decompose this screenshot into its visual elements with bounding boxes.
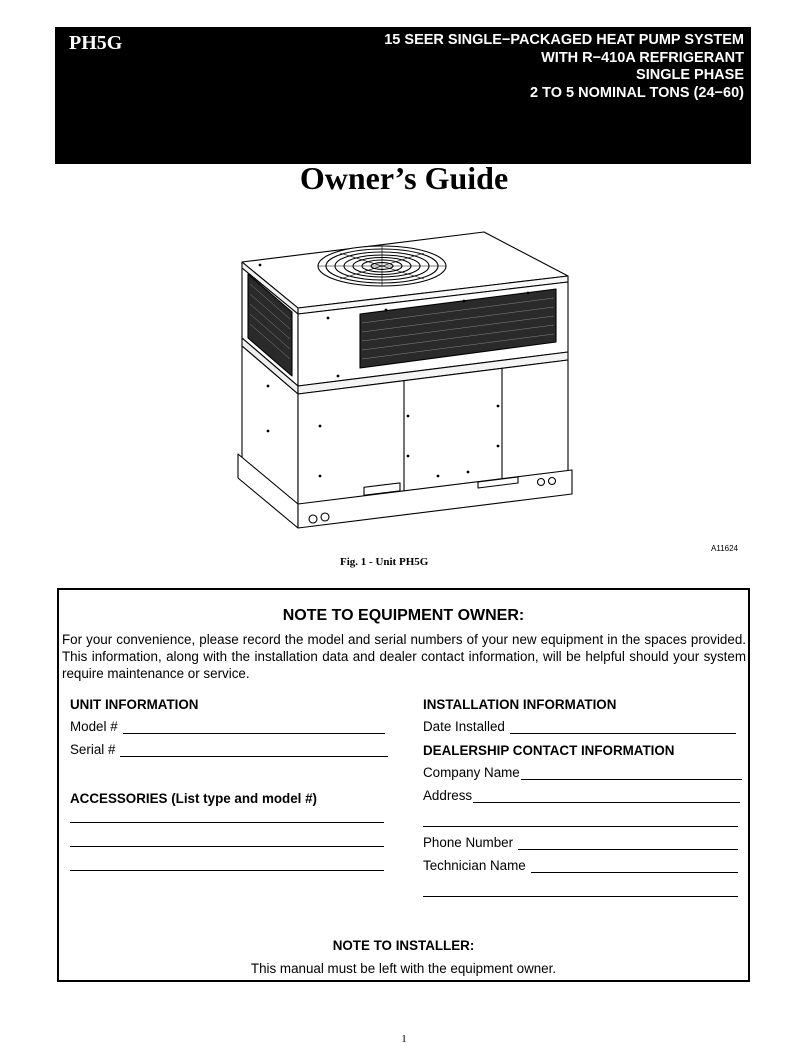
address-label: Address [423, 788, 473, 803]
model-number-label: Model # [70, 719, 118, 734]
owner-note-title: NOTE TO EQUIPMENT OWNER: [282, 607, 525, 624]
page-number: 1 [401, 1033, 407, 1045]
dealership-contact-heading: DEALERSHIP CONTACT INFORMATION [423, 743, 675, 758]
phone-number-line[interactable] [518, 837, 738, 850]
unit-information-heading: UNIT INFORMATION [70, 697, 199, 712]
company-name-label: Company Name [423, 765, 520, 780]
company-name-field[interactable] [423, 765, 742, 780]
address-field[interactable] [423, 788, 740, 803]
installation-information-heading: INSTALLATION INFORMATION [423, 697, 617, 712]
header-line-2: WITH R−410A REFRIGERANT [541, 49, 744, 66]
document-title: Owner’s Guide [299, 160, 509, 196]
header-line-3: SINGLE PHASE [636, 67, 744, 83]
model-number-line[interactable] [123, 721, 385, 734]
date-installed-field[interactable] [423, 719, 736, 734]
header-band [55, 27, 751, 164]
installer-note-text: This manual must be left with the equipment owner. [250, 961, 557, 976]
header-line-1: 15 SEER SINGLE−PACKAGED HEAT PUMP SYSTEM [384, 32, 744, 48]
model-number-field[interactable] [70, 719, 385, 734]
address-line[interactable] [473, 790, 740, 803]
phone-number-label: Phone Number [423, 835, 514, 850]
phone-number-field[interactable] [423, 835, 738, 850]
owner-note-box [57, 588, 750, 982]
date-installed-label: Date Installed [423, 719, 505, 734]
serial-number-label: Serial # [70, 742, 116, 757]
technician-extra-line[interactable] [423, 896, 738, 897]
figure-code: A11624 [711, 544, 738, 553]
figure-caption: Fig. 1 - Unit PH5G [340, 556, 429, 568]
accessories-line-2[interactable] [70, 846, 384, 847]
technician-name-line[interactable] [531, 860, 738, 873]
company-name-line[interactable] [521, 767, 742, 780]
accessories-heading: ACCESSORIES (List type and model #) [70, 791, 318, 806]
header-product-description [384, 32, 744, 102]
accessories-line-1[interactable] [70, 822, 384, 823]
header-line-4: 2 TO 5 NOMINAL TONS (24−60) [530, 84, 744, 101]
technician-name-label: Technician Name [423, 858, 526, 873]
unit-illustration [228, 226, 578, 546]
accessories-line-3[interactable] [70, 870, 384, 871]
installer-note-title: NOTE TO INSTALLER: [332, 938, 475, 953]
owner-note-intro: For your convenience, please record the model and serial numbers of your new equipment in the spaces provided. This information, along with the installation data and dealer contact information, will be helpful should your system require maintenance or service. [62, 632, 746, 681]
model-code: PH5G [69, 32, 123, 54]
address-line-2[interactable] [423, 826, 738, 827]
serial-number-line[interactable] [120, 744, 388, 757]
technician-name-field[interactable] [423, 858, 738, 873]
date-installed-line[interactable] [510, 721, 736, 734]
serial-number-field[interactable] [70, 742, 388, 757]
